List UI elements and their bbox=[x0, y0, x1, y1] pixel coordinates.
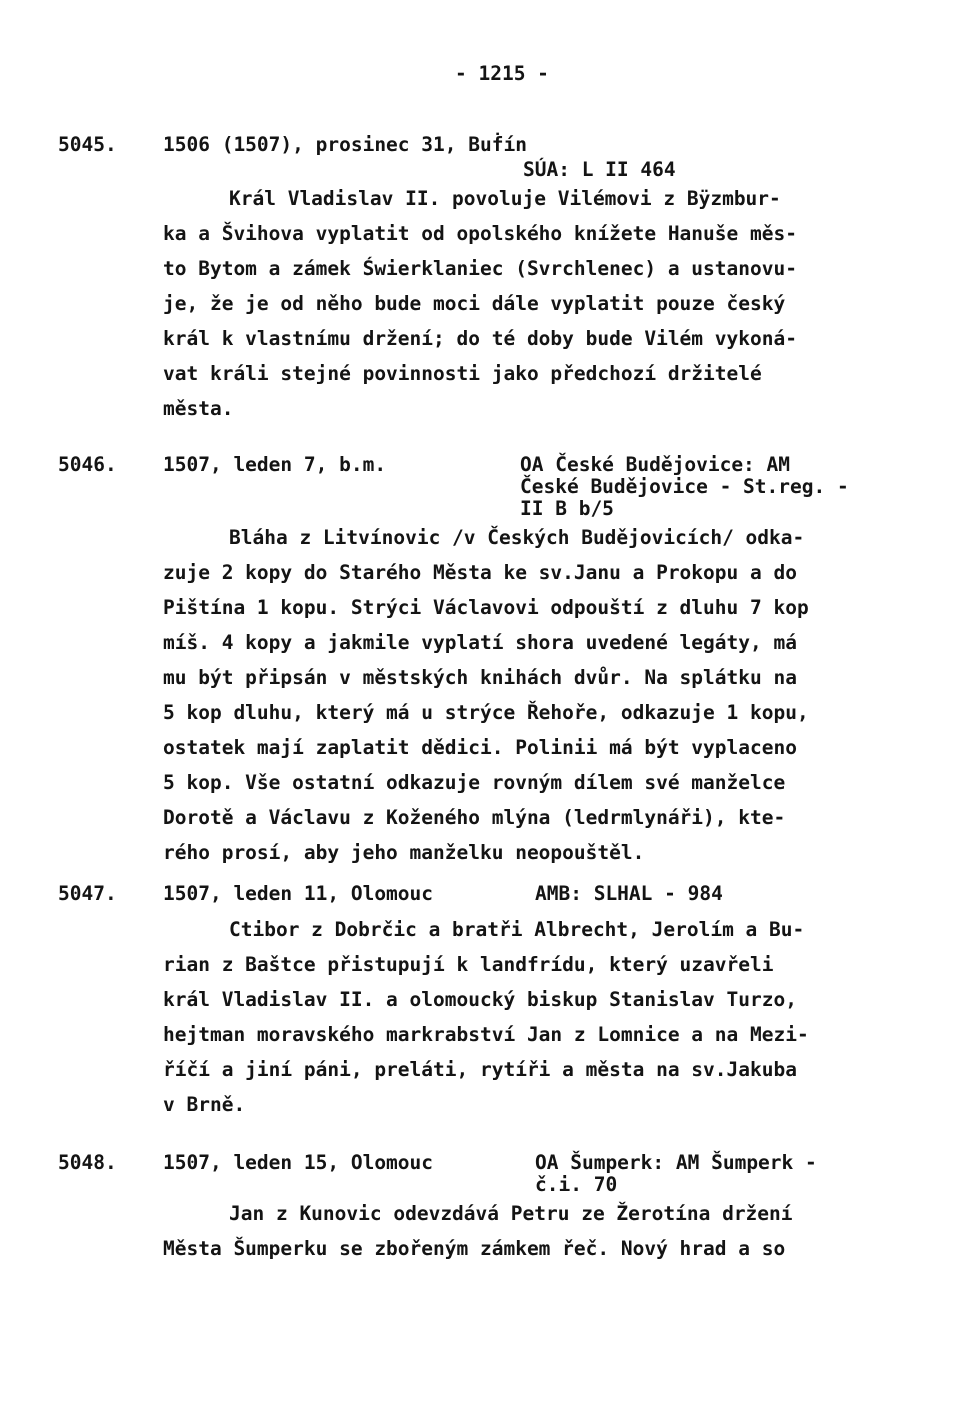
body-line: ka a Švihova vyplatit od opolského knížete Hanuše měs- bbox=[163, 222, 797, 245]
body-line: Města Šumperku se zbořeným zámkem řeč. Nový hrad a so bbox=[163, 1237, 786, 1260]
entry-number: 5048. bbox=[58, 1151, 117, 1174]
body-line: v Brně. bbox=[163, 1093, 246, 1116]
body-line: ostatek mají zaplatit dědici. Polinii má být vyplaceno bbox=[163, 736, 797, 759]
body-line: Dorotě a Václavu z Koženého mlýna (ledrmlynáři), kte- bbox=[163, 806, 786, 829]
body-line: je, že je od něho bude moci dále vyplatit pouze český bbox=[163, 292, 786, 315]
body-line: Jan z Kunovic odevzdává Petru ze Žerotína držení bbox=[229, 1202, 793, 1225]
entry-body bbox=[163, 181, 903, 426]
entry-number: 5047. bbox=[58, 882, 117, 905]
entry-body bbox=[163, 912, 903, 1122]
body-line: 5 kop dluhu, který má u strýce Řehoře, odkazuje 1 kopu, bbox=[163, 701, 809, 724]
body-line: vat králi stejné povinnosti jako předchozí držitelé bbox=[163, 362, 762, 385]
body-line: Král Vladislav II. povoluje Vilémovi z Bÿzmbur- bbox=[229, 187, 781, 210]
entry-source: AMB: SLHAL - 984 bbox=[535, 882, 723, 905]
body-line: mu být připsán v městských knihách dvůr. Na splátku na bbox=[163, 666, 797, 689]
body-line: Bláha z Litvínovic /v Českých Budějovicích/ odka- bbox=[229, 526, 805, 549]
entry-source: II B b/5 bbox=[520, 497, 614, 520]
body-line: král Vladislav II. a olomoucký biskup Stanislav Turzo, bbox=[163, 988, 797, 1011]
body-line: to Bytom a zámek Świerklaniec (Svrchlenec) a ustanovu- bbox=[163, 257, 797, 280]
body-line: říčí a jiní páni, preláti, rytíři a města na sv.Jakuba bbox=[163, 1058, 797, 1081]
body-line: města. bbox=[163, 397, 234, 420]
entry-source: OA Šumperk: AM Šumperk - bbox=[535, 1151, 817, 1174]
entry-body bbox=[163, 520, 903, 870]
entry-body bbox=[163, 1196, 903, 1266]
entry-source: SÚA: L II 464 bbox=[523, 158, 676, 181]
body-line: Pištína 1 kopu. Strýci Václavovi odpouští z dluhu 7 kop bbox=[163, 596, 809, 619]
entry-source: č.i. 70 bbox=[535, 1173, 618, 1196]
body-line: zuje 2 kopy do Starého Města ke sv.Janu a Prokopu a do bbox=[163, 561, 797, 584]
body-line: král k vlastnímu držení; do té doby bude Vilém vykoná- bbox=[163, 327, 797, 350]
body-line: hejtman moravského markrabství Jan z Lomnice a na Mezi- bbox=[163, 1023, 809, 1046]
entry-source: České Budějovice - St.reg. - bbox=[520, 475, 849, 498]
entry-header: 1507, leden 15, Olomouc bbox=[163, 1151, 434, 1174]
body-line: 5 kop. Vše ostatní odkazuje rovným dílem své manželce bbox=[163, 771, 786, 794]
entry-header: 1506 (1507), prosinec 31, Bu⁠ḟín bbox=[163, 133, 527, 156]
body-line: rian z Baštce přistupují k landfrídu, který uzavřeli bbox=[163, 953, 774, 976]
body-line: míš. 4 kopy a jakmile vyplatí shora uvedené legáty, má bbox=[163, 631, 797, 654]
entry-header: 1507, leden 11, Olomouc bbox=[163, 882, 434, 905]
entry-number: 5045. bbox=[58, 133, 117, 156]
entry-number: 5046. bbox=[58, 453, 117, 476]
body-line: rého prosí, aby jeho manželku neopouštěl. bbox=[163, 841, 645, 864]
body-line: Ctibor z Dobrčic a bratři Albrecht, Jerolím a Bu- bbox=[229, 918, 805, 941]
entry-header: 1507, leden 7, b.m. bbox=[163, 453, 387, 476]
entry-source: OA České Budějovice: AM bbox=[520, 453, 791, 476]
page-number: - 1215 - bbox=[455, 62, 549, 85]
